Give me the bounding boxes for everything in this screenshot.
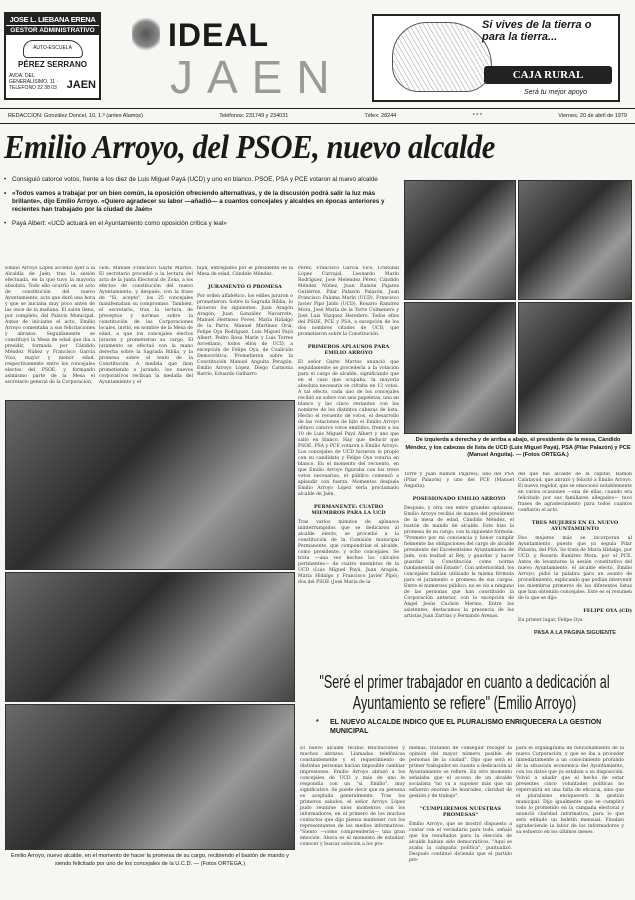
paragraph: Emilio Arroyo, que se mostró dispuesto a contar con el vecindario para todo, señaló que los resultados para la elección de alcalde habían sido democráticos. "Aquí se acaba la campaña política", puntualizó. Después continuó diciendo que el partido pre- [409, 822, 512, 863]
info-address: REDACCION: González Doncel, 10, 1.º (antes Alamos) [8, 113, 143, 119]
bullet: • Payá Albert: «UCD actuará en el Ayuntamiento como oposición crítica y leal» [4, 220, 399, 228]
article-column: Emilio Arroyo López accedió ayer a la Alcaldía de Jaén, tras la sesión efectuada, en la que tuvo la mayoría absoluta. Todo ello ocurrió en el acto de constitución del nuevo Ayuntamiento, acto que duró una hora y que se iniciaba muy poco antes de las once de la mañana. El salón lleno, por completo, del Palacio Municipal. Antes de iniciarse el acto, Emilio Arroyo comentaba a sus felicitaciones y abrazos. Seguidamente se constituyó la Mesa de edad que iba a presidir, formada por Cándido Méndez Núñez y Francisco García Vico, mayor y menor edad, respectivamente entre los concejales electos del PSOE, y formando asimismo parte de la Mesa el secretario general de la Corporación, [5, 266, 95, 385]
photo-caption: Emilio Arroyo, nuevo alcalde, en el momento de hacer la promesa de su cargo, recibiendo el bastón de mando y siendo felicitado por uno de los concejales de la U.C.D. — (Fotos ORTEGA.) [11, 853, 289, 867]
paragraph: En primer lugar, Felipe Oya [518, 618, 583, 623]
paragraph: Pérez, Francisco García Vico, Cristóbal López Carvajal, Leonardo Marín Rodríguez, José Melendez Pérez, Cándido Méndez Núñez, Juan Ramón Pajares Gutiérrez, Pilar Palazón Palazón, Juan Francisco Paloma Marín (UCD), Francisco Javier Pipó Jaldo (UCD), Rosario Ramírez Mora, José María de la Torre Colmenero y José Luis Vázquez Heredero. Todos ellos del PSOE, PCE y PSA, a excepción de los dos nombres citados de UCD, que prometieron sobre la Constitución. [298, 266, 399, 337]
ad-city: JAEN [66, 79, 96, 91]
photo-mendez [404, 180, 516, 300]
ad-slogan: Si vives de la tierra o para la tierra... [482, 19, 592, 43]
main-headline: Emilio Arroyo, del PSOE, nuevo alcalde [4, 129, 495, 166]
info-date: Viernes, 20 de abril de 1979 [558, 113, 627, 119]
photo-congratulations [5, 704, 295, 850]
ad-address: AVDA. DEL GENERALISIMO, 11 · TELEFONO 22 38 03 [9, 73, 59, 91]
paragraph: El señor Gayte Martos anunció que seguidamente se procedería a la votación para el cargo de alcalde, significando que en el caso que ocupaba, la mayoría absoluta necesaria se cifraba en 13 votos. A tal efecto, cada uno de los concejales recibió un sobre con seis papeletas, una en blanco y las cinco restantes con los nombres de los distintos cabezas de lista. Hecho el recuento de votos, el desarrollo de las votaciones de hito el Emilio Arroyo obtuvo catorce votos emitidos, frente a los 10 de Luis Miguel Payá Albert y uno que salió en blanco. Hay que deducir que PSOE, PSA y PCE votaron a Emilio Arroyo. Los concejales de UCD hicieron lo propio con su candidato y Felipe Oya votaría en blanco. En el momento del recuento, en que Emilio Arroyo figuraba con los trece votos necesarios, el público comenzó a aplaudir con fuerza. Momentos después Emilio Arroyo López sería proclamado alcalde de Jaén. [298, 360, 399, 497]
bullet: • «Todos vamos a trabajar por un bien común, la oposición ofreciendo alternativas, y de la discusión podrá salir la luz más brillante», dijo Emilio Arroyo. «Quiero agradecer su labor —añadió— a cuantos concejales y alcaldes en épocas anteriores y recientes han trabajado por la ciudad de Jaén» [4, 190, 399, 214]
paragraph: Después, y otra vez entre grandes aplausos, Emilio Arroyo recibió de manos del presidente de la mesa de edad, Cándido Méndez, el bastón de mando de alcalde. Este hizo la promesa de su cargo, con la siguiente fórmula: "Prometo por mi conciencia y honor cumplir fielmente las obligaciones del cargo de alcalde presidente del Excelentísimo Ayuntamiento de Jaén, con lealtad al Rey, y guardar y hacer guardar la Constitución como norma fundamental del Estado". Con anterioridad, los concejales habían utilizado la misma fórmula para el juramento o promesa de sus cargos. Entre el numeroso público, no se vio a ninguno de las personas que han constituido la Corporación anterior, con la excepción de Ángel Jesús Cuchón Merino. Entre los asistentes, destacamos la presencia de los artistas Juan Zarrías y Fernando Arenas. [404, 506, 514, 619]
asterisk-icon: * [316, 719, 319, 726]
info-phones: Teléfonos: 231749 y 234031 [219, 113, 289, 119]
paragraph: del que fue alcalde de la capital, Ramón Calatayud, que abrazó y felicitó a Emilio Arroyo. El nuevo regidor, que se emocionó notablemente en varios ocasiones —una de ellas, cuando era felicitado por sus familiares allegados— tuvo frases de agradecimiento para todos cuantos confiaron el acto. [518, 472, 632, 513]
summary-bullets [4, 176, 399, 234]
photo-caption: De izquierda a derecha y de arriba a abajo, el presidente de la mesa, Cándido Méndez, y los cabezas de lista de UCD (Luis Miguel Payá), PSA (Pilar Palazón) y PCE (Manuel Anguita). — (Fotos ORTEGA.) [405, 437, 631, 458]
paragraph: Dos mujeres más se incorporan al Ayuntamiento, puesto que ya seguía Pilar Palazón, del PSA. Se trata de María Hidalgo, por UCD, y Rosario Ramírez Mora, por el PCE. Antes de levantarse la sesión constitutiva del nuevo Ayuntamiento, el alcalde electo, Emilio Arroyo, pidió la palabra para un asunto de procedimiento, explicando que podían intervenir los miembros primeros de las diferentes listas que han obtenido concejales. Este es el resumen de lo que se dijo: [518, 536, 632, 601]
subheading: PRIMEROS APLAUSOS PARA EMILIO ARROYO [307, 344, 390, 356]
ad-brand: CAJA RURAL [484, 66, 612, 84]
ad-school: PÉREZ SERRANO [18, 60, 87, 69]
article-column [298, 266, 399, 666]
car-illustration: AUTO-ESCUELA [23, 40, 83, 58]
coat-of-arms-icon [132, 18, 160, 58]
info-bar [0, 108, 635, 124]
subheading: TRES MUJERES EN EL NUEVO AYUNTAMIENTO [531, 520, 619, 532]
photo-anguita [518, 302, 632, 434]
info-stars: * * * [472, 113, 483, 119]
photo-palazon [404, 302, 516, 434]
paragraph: blemas, tratando de conseguir recoger la opinión del mayor número posible de personas de la ciudad". Dijo que será el primer trabajador en cuanto a dedicación al Ayuntamiento se refiere. En otro momento señalaba que el acceso de un alcalde socialista "no va a suponer más que un esfuerzo enorme de honradez, claridad de gestión y de trabajo". [409, 746, 512, 799]
article-column [404, 472, 514, 668]
ad-role: GESTOR ADMINISTRATIVO [6, 25, 99, 35]
paragraph: fajín, entregados por el presidente de la Mesa de edad, Cándido Méndez. [197, 266, 293, 277]
paragraph: Tras varios minutos de aplausos ininterrumpidos que se dedicaron al alcalde electo, se procedió a la constitución de la Comisión municipal Permanente, que compondrían el alcalde, como presidente, y ocho concejales. Se trata —una vez hechos los cálculos pertinentes— de cuatro miembros de la UCD (Luis Miguel Payá, Juan Aragón, María Hidalgo y Francisco Javier Pipó); dos del PSOE (José María de la [298, 520, 399, 585]
ad-name: JOSE L. LIEBANA ERENA [6, 14, 99, 25]
subheading: "CUMPLIREMOS NUESTRAS PROMESAS" [419, 806, 502, 818]
article-column [409, 746, 512, 884]
article-column: ción, Manuel Francisco Gayte Martos. El secretario procedió a la lectura del acta de la Junta Electoral de Zona, a los efectos de constitución del nuevo Ayuntamiento, y después, con la frase de "Sí, acepto", los 25 concejales manifestaban su compromiso. También, el secretario, tras la lectura de preceptos y normas sobre la constitución de las Corporaciones locales, invitó, en nombre de la Mesa de edad, a que los concejales electos juraran y prometieran su cargo. El juramento se efectuó con la mano derecha sobre la Sagrada Biblia, y la promesa sobre el texto de la Constitución. A medida que iban prometiendo o jurando, los nuevos corporativos recibían la medalla del Ayuntamiento y el [99, 266, 193, 385]
article-column: El nuevo alcalde recibió felicitaciones y muchos abrazos. Llamadas telefónicas constantemente y el requerimiento de distintas personas hacían imposible cambiar impresiones. Emilio Arroyo abrazó a los concejales de UCD y más de uno le respondía con un "sí, Emilio", muy significativo. Se puede decir que su persona es aceptada generalmente. Tras los primeros saludos, el señor Arroyo López pudo reunirse unos momentos con los informadores, en el primero de los muchos contactos que dijo piensa mantener con los representantes de los medios informativos. "Siento —como comprenderás— una gran emoción. Ahora es el momento de estudiar, conocer y buscar solución a los pro- [300, 746, 405, 847]
ad-tagline: Será tu mejor apoyo [524, 89, 588, 96]
info-telex: Télex: 28244 [364, 113, 397, 119]
hand-illustration [392, 22, 492, 92]
masthead-ideal: IDEAL [168, 17, 269, 53]
paragraph: Por orden alfabético, los ediles juraron o prometieron. Sobre la Sagrada Biblia, lo hicieron los siguientes: Juan Aragón Aragón, Juan González Navarrete, Manuel Hermoso Poves, María Hidalgo de la Parra, Manuel Martínez Oria, Felipe Oya Rodríguez, Luis Miguel Payá Albert, Pedro Rosa Marín y Luis Torres Arcediano, todos ellos de UCD, a excepción de Felipe Oya, de Coalición Democrática. Prometieron sobre la Constitución Manuel Anguita Peragón, Emilio Arroyo López, Diego Carmona Barrio, Eduardo Galbarro [197, 294, 293, 377]
subhead-text: EL NUEVO ALCALDE INDICO QUE EL PLURALISMO ENRIQUECERA LA GESTION MUNICIPAL [330, 719, 602, 735]
ad-gestor-administrativo [4, 12, 101, 100]
photo-paya [518, 180, 632, 300]
photo-oath [5, 400, 295, 570]
secondary-subhead [316, 718, 630, 736]
subheading: JURAMENTO O PROMESA [208, 284, 282, 290]
photo-baton [5, 572, 295, 702]
article-column: para el organigrama de funcionamiento de la nueva Corporación, y que se iba a proceder inmediatamente a un conocimiento profundo de la situación económica del Ayuntamiento, con los datos que ya estaban a su disposición. Volvió a añadir que el hecho de estar presentes cinco voluntades políticas no repercutirá en una falta de eficacia, sino que el pluralismo enriquecerá la gestión municipal. Dijo igualmente que se cumplirá todo lo prometido en la campaña electoral y anunció claridad informativa, para lo que será editado un boletín mensual. Finalizó agradeciendo la labor de los informadores y su esfuerzo en los últimos meses. [516, 746, 624, 835]
article-column [197, 266, 293, 398]
subheading: POSESIONADO EMILIO ARROYO [412, 496, 506, 502]
bullet: • Consiguió catorce votos, frente a los diez de Luis Miguel Payá (UCD) y uno en blanco. PSOE, PSA y PCE votaron al nuevo alcalde [4, 176, 399, 184]
ad-caja-rural [372, 14, 620, 102]
subheading: PERMANENTE: CUATRO MIEMBROS PARA LA UCD [311, 504, 386, 516]
subheading: FELIPE OYA (CD) [583, 608, 632, 614]
secondary-headline: "Seré el primer trabajador en cuanto a dedicación al Ayuntamiento se refiere" (Emilio Arroyo) [319, 672, 610, 713]
article-column [518, 472, 632, 668]
continued-notice: PASA A LA PAGINA SIGUIENTE [534, 630, 616, 636]
paragraph: Torre y Juan Ramón Pajares); uno del PSA (Pilar Palazón) y uno del PCE (Manuel Anguita). [404, 472, 514, 489]
masthead-jaen: JAEN [170, 51, 344, 103]
newspaper-masthead [130, 14, 345, 103]
